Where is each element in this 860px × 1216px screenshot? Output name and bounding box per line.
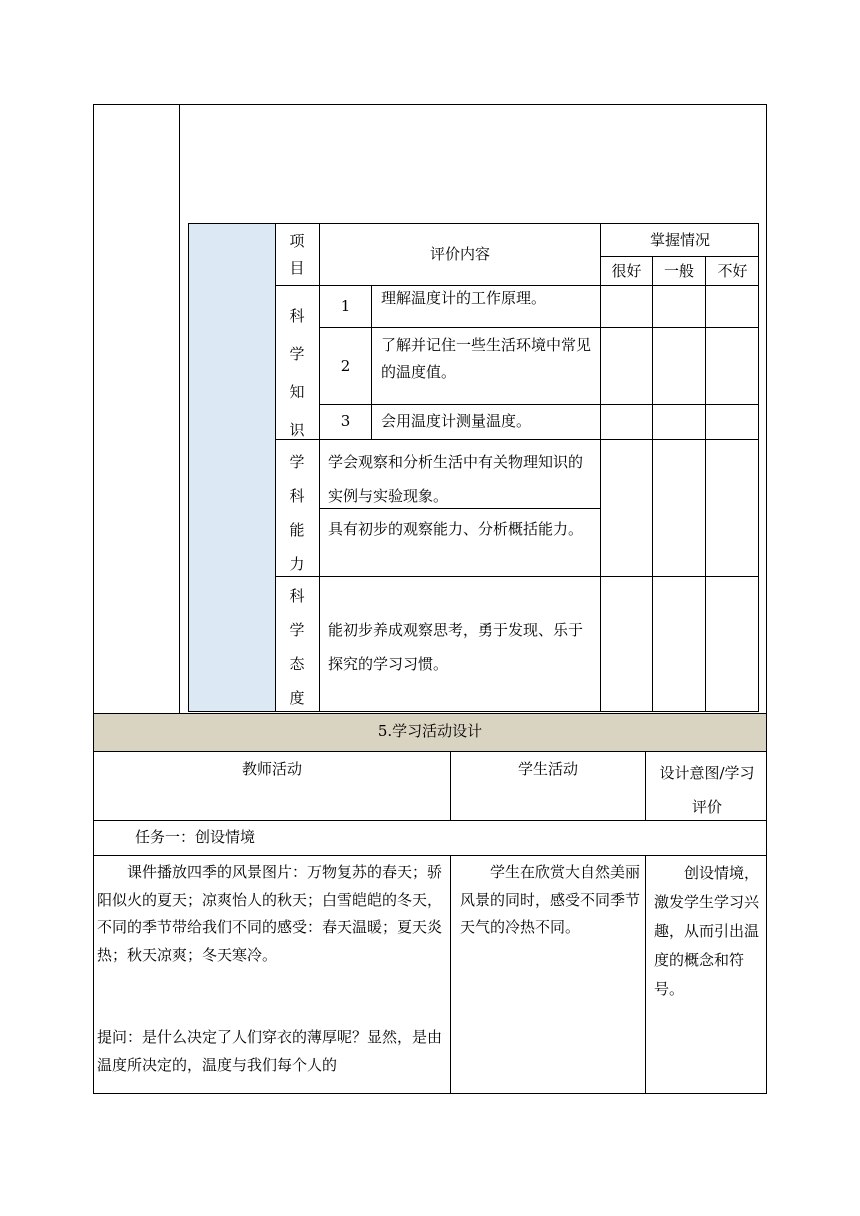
col-student-activity: 学生活动 — [517, 760, 578, 778]
group-science-attitude: 科学态度 — [289, 587, 305, 707]
group-science-knowledge: 科学知识 — [289, 307, 305, 439]
ability-text-2: 具有初步的观察能力、分析概括能力。 — [328, 520, 584, 538]
outer-left-col-divider — [179, 104, 180, 713]
teacher-activity-text-1: 课件播放四季的风景图片：万物复苏的春天；骄阳似火的夏天；凉爽怡人的秋天；白雪皑皑的冬天，不同的季节带给我们不同的感受：春天温暖；夏天炎热；秋天凉爽；冬天寒冷。 — [97, 863, 443, 964]
row-text-1: 理解温度计的工作原理。 — [381, 289, 547, 307]
header-content: 评价内容 — [429, 245, 490, 263]
row-num-1: 1 — [340, 297, 351, 315]
ability-text-1: 学会观察和分析生活中有关物理知识的实例与实验现象。 — [328, 453, 584, 505]
row-text-2: 了解并记住一些生活环境中常见的温度值。 — [381, 336, 592, 381]
header-mastery: 掌握情况 — [649, 231, 710, 249]
col-design-intent: 设计意图/学习评价 — [659, 764, 755, 816]
level-average: 一般 — [663, 262, 694, 280]
row-text-3: 会用温度计测量温度。 — [381, 412, 532, 430]
group-subject-ability: 学科能力 — [289, 453, 305, 573]
row-num-3: 3 — [340, 412, 351, 430]
design-intent-text: 创设情境，激发学生学习兴趣，从而引出温度的概念和符号。 — [654, 864, 760, 998]
row-num-2: 2 — [340, 357, 351, 375]
task-1-title: 任务一：创设情境 — [135, 828, 256, 846]
section-title: 5.学习活动设计 — [377, 722, 483, 740]
teacher-activity-text-2: 提问：是什么决定了人们穿衣的薄厚呢？显然，是由温度所决定的，温度与我们每个人的 — [97, 1028, 443, 1074]
student-activity-text: 学生在欣赏大自然美丽风景的同时，感受不同季节天气的冷热不同。 — [460, 863, 641, 936]
header-item: 项目 — [289, 232, 305, 277]
level-poor: 不好 — [717, 262, 748, 280]
attitude-text: 能初步养成观察思考，勇于发现、乐于探究的学习习惯。 — [328, 621, 584, 673]
col-teacher-activity: 教师活动 — [241, 760, 302, 778]
level-good: 很好 — [611, 262, 642, 280]
